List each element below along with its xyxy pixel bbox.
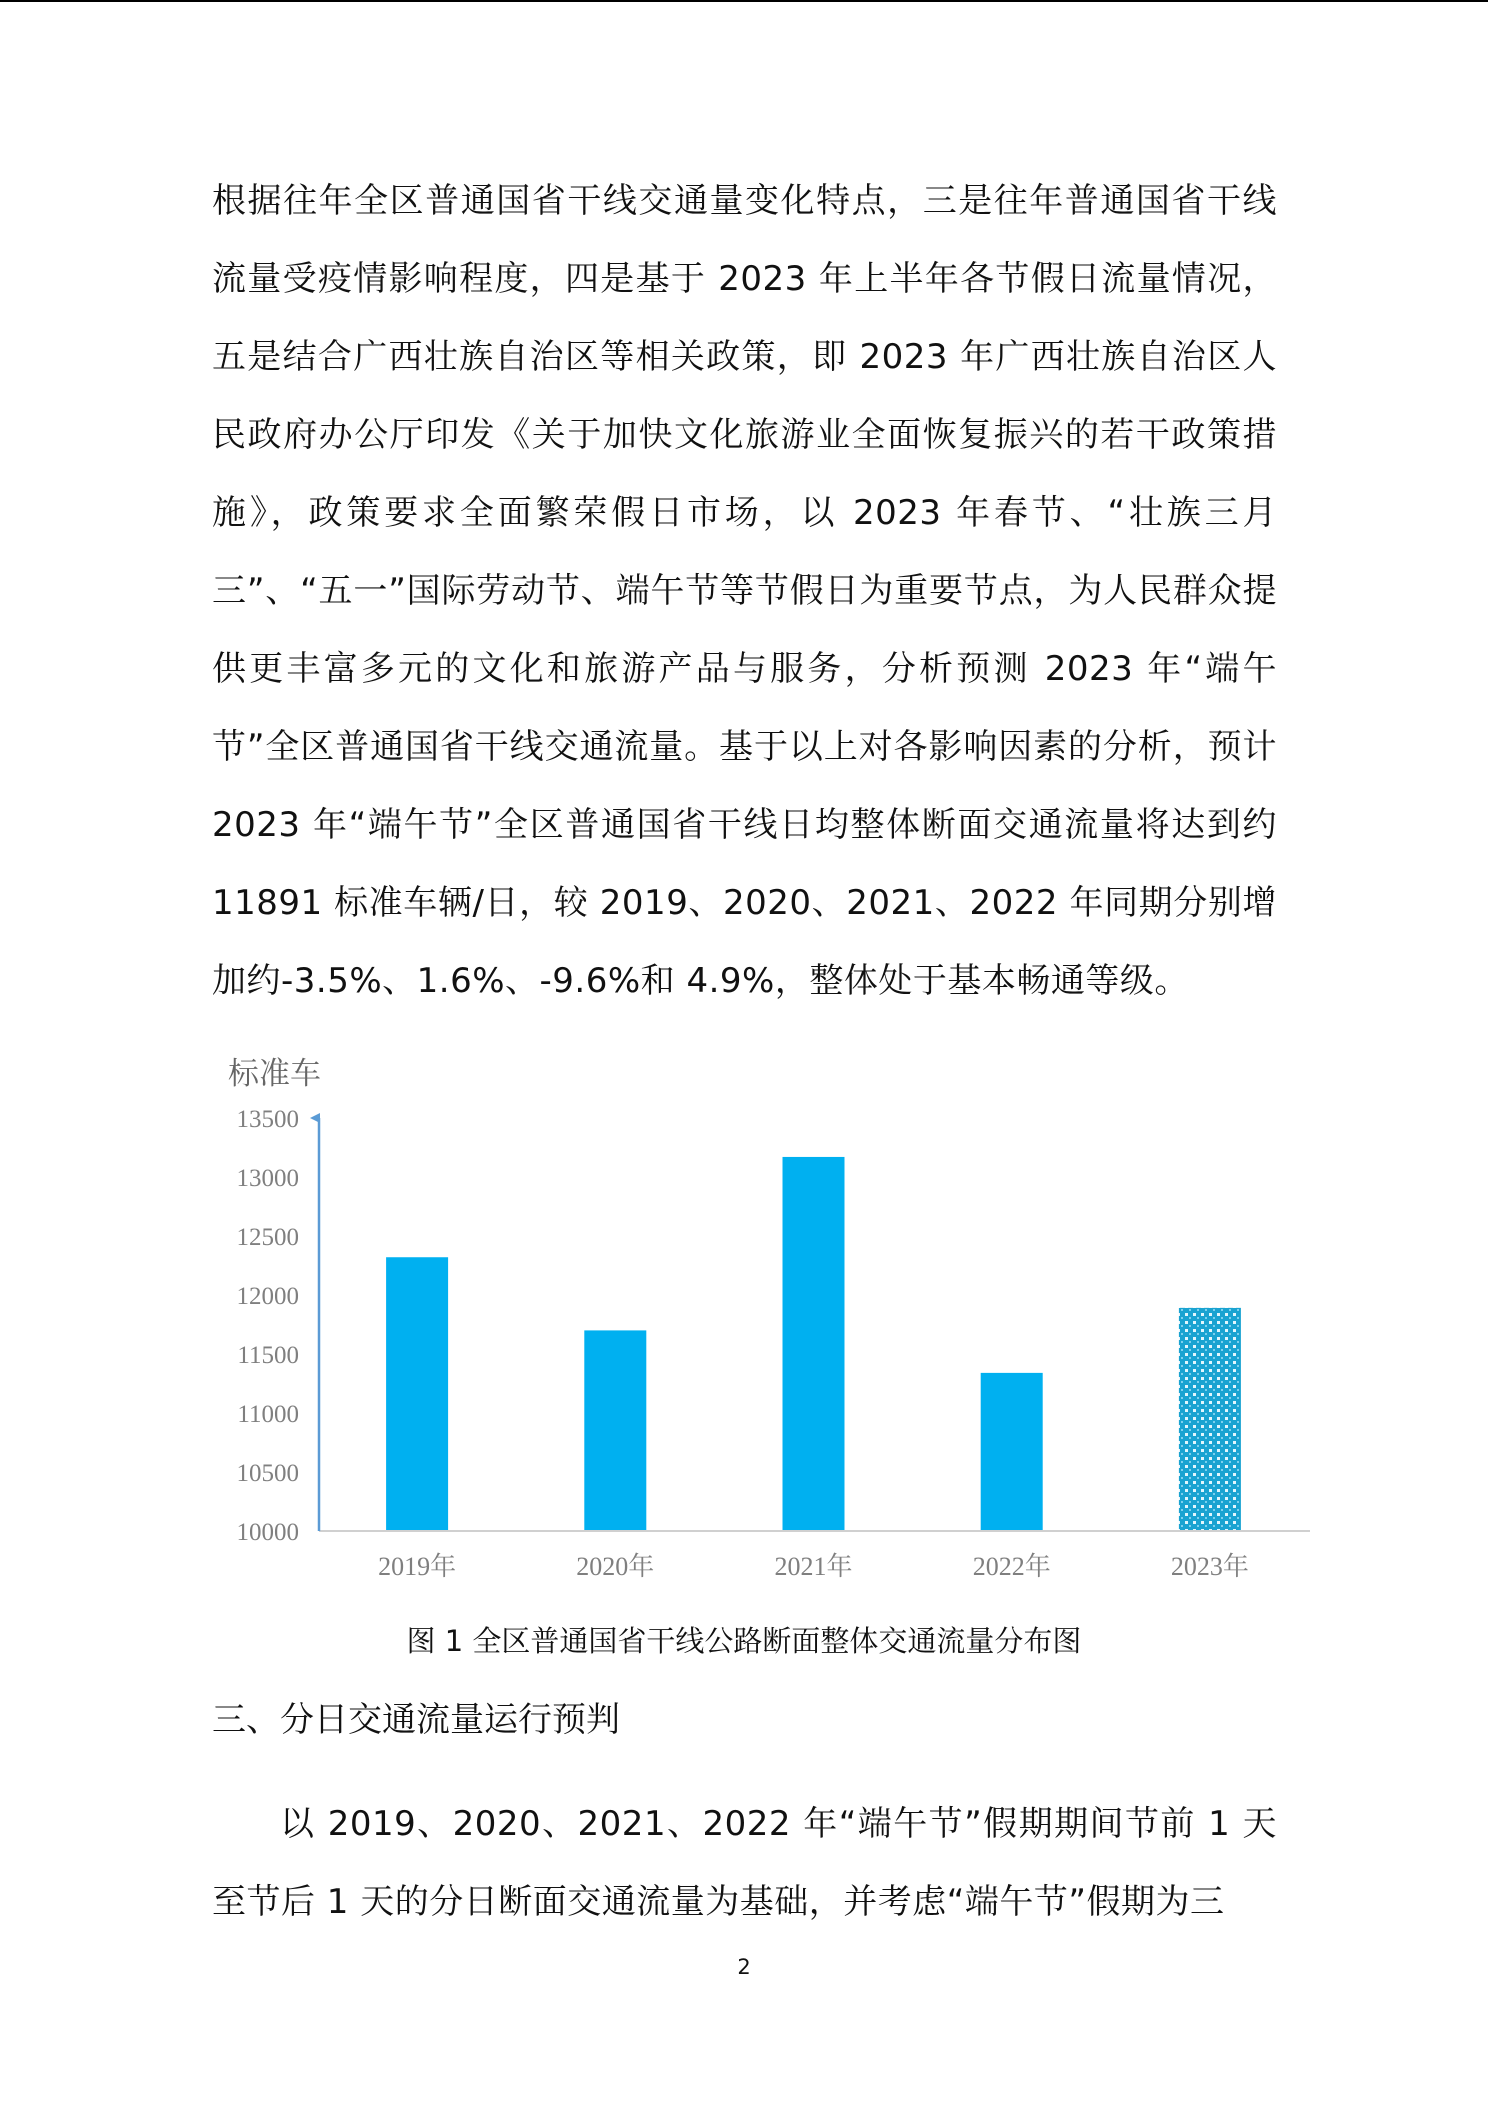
bar bbox=[783, 1157, 845, 1531]
bar-forecast bbox=[1179, 1308, 1241, 1531]
page-number: 2 bbox=[737, 1955, 751, 1979]
chart-y-axis-label: 标准车 bbox=[228, 1056, 321, 1092]
y-tick-label: 12000 bbox=[236, 1283, 299, 1310]
body-paragraph-1: 根据往年全区普通国省干线交通量变化特点，三是往年普通国省干线流量受疫情影响程度，四是基于 2023 年上半年各节假日流量情况，五是结合广西壮族自治区等相关政策，即 2023 年广西壮族自治区人民政府办公厅印发《关于加快文化旅游业全面恢复振兴的若干政策措施》，政策要求全面繁荣假日市场，以 2023 年春节、“壮族三月三”、“五一”国际劳动节、端午节等节假日为重要节点，为人民群众提供更丰富多元的文化和旅游产品与服务，分析预测 2023 年“端午节”全区普通国省干线交通流量。基于以上对各影响因素的分析，预计 2023 年“端午节”全区普通国省干线日均整体断面交通流量将达到约 11891 标准车辆/日，较 2019、2020、2021、2022 年同期分别增加约-3.5%、1.6%、-9.6%和 4.9%，整体处于基本畅通等级。 bbox=[212, 181, 1277, 1001]
y-tick-label: 10500 bbox=[236, 1460, 299, 1487]
x-tick-label: 2019年 bbox=[378, 1552, 457, 1581]
y-tick-label: 13000 bbox=[236, 1165, 299, 1192]
bar bbox=[981, 1373, 1043, 1531]
x-tick-label: 2020年 bbox=[576, 1552, 655, 1581]
body-paragraph-2: 以 2019、2020、2021、2022 年“端午节”假期期间节前 1 天至节后 1 天的分日断面交通流量为基础，并考虑“端午节”假期为三 bbox=[212, 1804, 1277, 1922]
y-tick-label: 11000 bbox=[237, 1401, 299, 1428]
x-tick-label: 2023年 bbox=[1170, 1552, 1249, 1581]
section-heading: 三、分日交通流量运行预判 bbox=[212, 1700, 620, 1740]
y-tick-label: 11500 bbox=[237, 1342, 299, 1369]
y-tick-label: 10000 bbox=[236, 1519, 299, 1546]
bar bbox=[584, 1330, 646, 1531]
y-tick-label: 12500 bbox=[236, 1224, 299, 1251]
y-tick-label: 13500 bbox=[236, 1106, 299, 1133]
x-tick-label: 2022年 bbox=[972, 1552, 1051, 1581]
figure-caption: 图 1 全区普通国省干线公路断面整体交通流量分布图 bbox=[406, 1624, 1082, 1658]
x-tick-label: 2021年 bbox=[774, 1552, 853, 1581]
bar bbox=[386, 1257, 448, 1531]
